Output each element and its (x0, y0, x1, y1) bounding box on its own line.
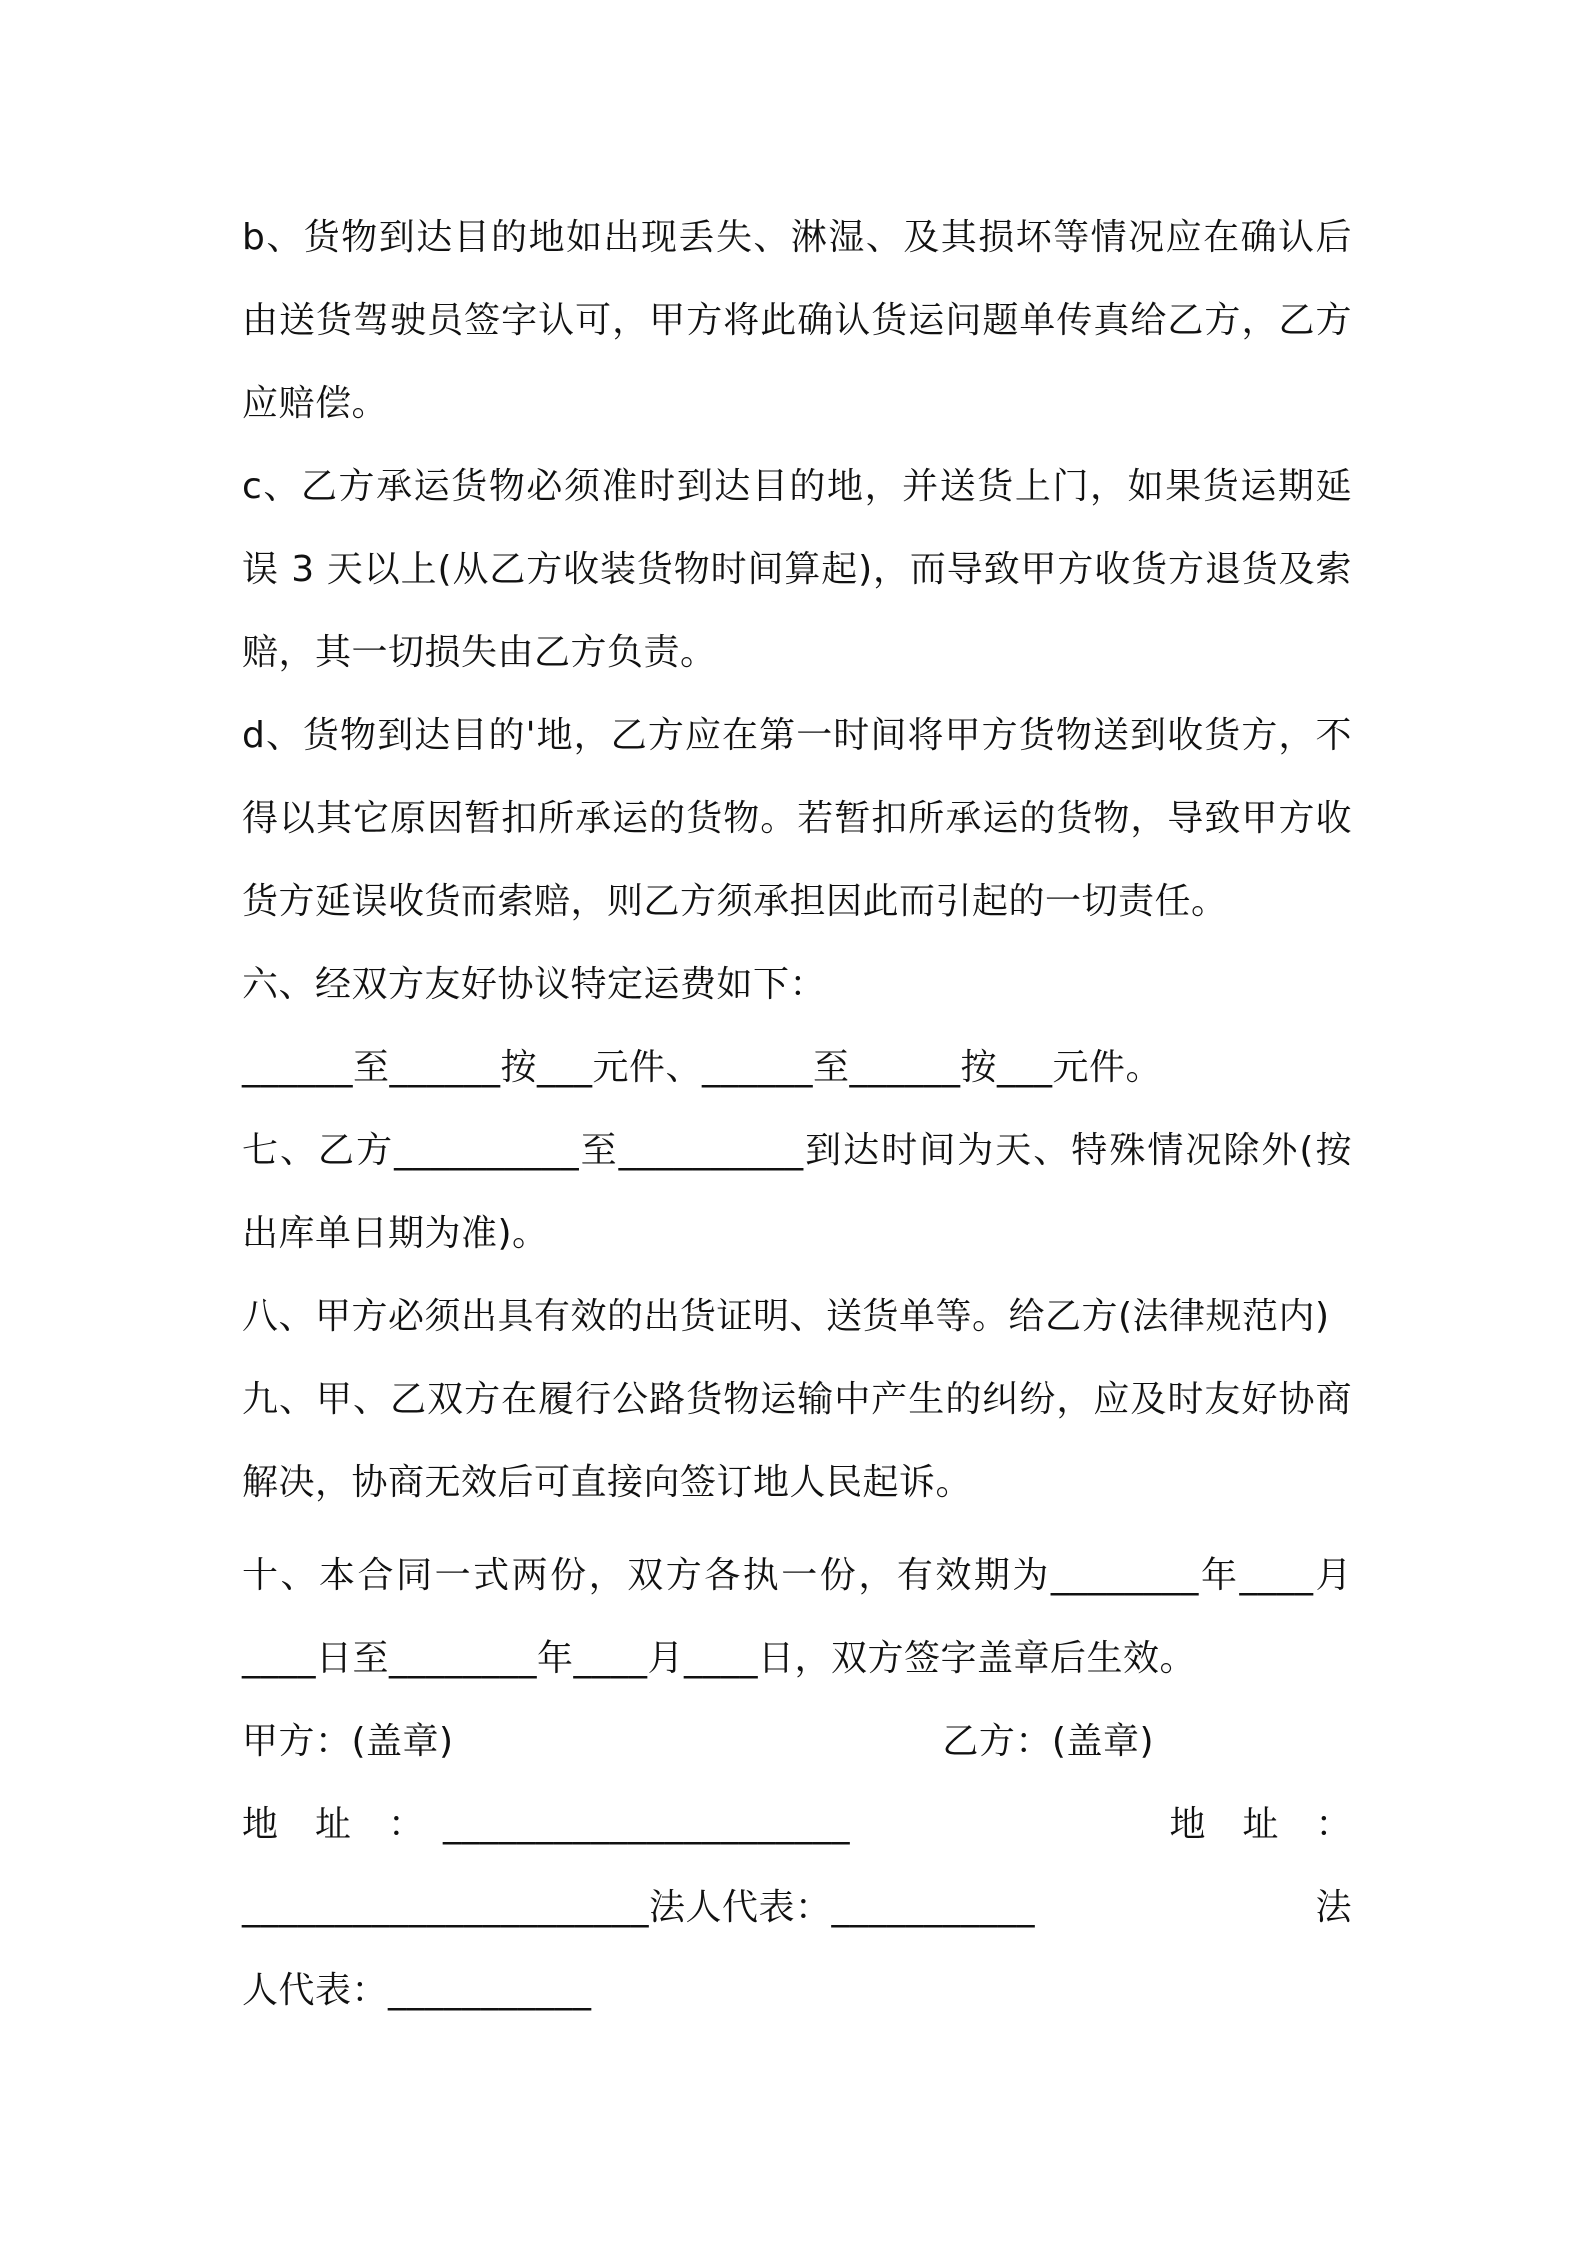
clause-b: b、货物到达目的地如出现丢失、淋湿、及其损坏等情况应在确认后由送货驾驶员签字认可，甲方将此确认货运问题单传真给乙方，乙方应赔偿。 (242, 217, 1352, 424)
clause-seven: 七、乙方__________至__________到达时间为天、特殊情况除外(按出库单日期为准)。 (242, 1130, 1352, 1254)
clause-c: c、乙方承运货物必须准时到达目的地，并送货上门，如果货运期延误 3 天以上(从乙方收装货物时间算起)，而导致甲方收货方退货及索赔，其一切损失由乙方负责。 (242, 466, 1352, 673)
address-a: 地 址 ： ______________________ (242, 1804, 851, 1845)
party-a-seal: 甲方：(盖章) (242, 1721, 454, 1762)
freight-blanks-line: ______至______按___元件、______至______按___元件。 (242, 1047, 1163, 1088)
legal-rep-b-start: 法 (1315, 1887, 1352, 1928)
legal-rep-row (242, 1866, 1352, 1949)
clause-ten: 十、本合同一式两份，双方各执一份，有效期为________年____月____日至________年____月____日，双方签字盖章后生效。 (242, 1555, 1352, 1679)
clause-six-title: 六、经双方友好协议特定运费如下： (242, 964, 827, 1005)
legal-rep-a: ______________________法人代表：___________ (242, 1887, 1036, 1928)
party-seal-row (242, 1700, 1352, 1783)
clause-d: d、货物到达目的'地，乙方应在第一时间将甲方货物送到收货方，不得以其它原因暂扣所承运的货物。若暂扣所承运的货物，导致甲方收货方延误收货而索赔，则乙方须承担因此而引起的一切责任。 (242, 715, 1352, 922)
party-b-seal: 乙方：(盖章) (942, 1721, 1154, 1762)
legal-rep-b-row (242, 1949, 1352, 2032)
clause-eight: 八、甲方必须出具有效的出货证明、送货单等。给乙方(法律规范内) (242, 1296, 1330, 1337)
address-row (242, 1783, 1352, 1866)
address-b: 地 址 ： (1169, 1804, 1352, 1845)
contract-body (242, 196, 1352, 2032)
legal-rep-b-end: 人代表：___________ (242, 1970, 592, 2011)
clause-nine: 九、甲、乙双方在履行公路货物运输中产生的纠纷，应及时友好协商解决，协商无效后可直接向签订地人民起诉。 (242, 1379, 1352, 1503)
